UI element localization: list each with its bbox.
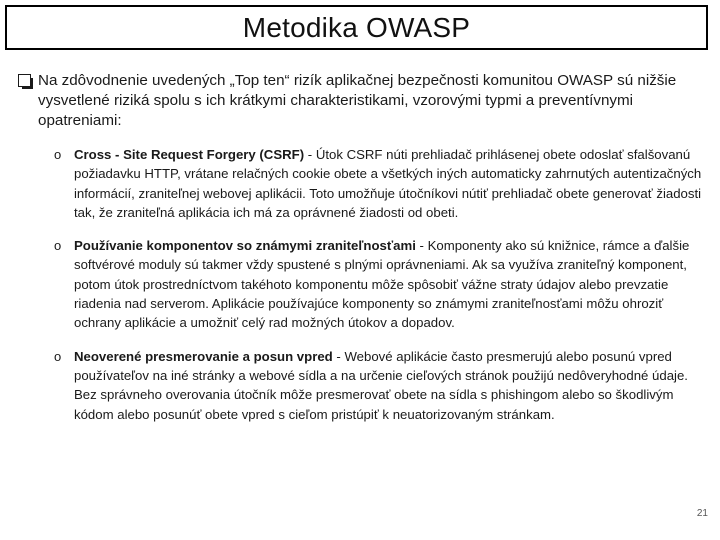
list-item-body bbox=[74, 236, 704, 332]
list-item-body bbox=[74, 347, 704, 424]
list-item-text: - Útok CSRF núti prehliadač prihlásenej obete odoslať sfalšovanú požiadavku HTTP, vrátane relačných cookie obete a všetkých iných automaticky zahrnutých autentizačných informácií, zraniteľnej webovej aplikácii. Toto umožňuje útočníkovi nútiť prehliadač obete generovať žiadosti tak, že zraniteľná aplikácia ich má za oprávnené žiadosti od obeti. bbox=[74, 147, 702, 220]
circle-bullet-icon: o bbox=[54, 238, 62, 254]
list-item-text: - Komponenty ako sú knižnice, rámce a ďalšie softvérové moduly sú takmer vždy spustené s plnými oprávneniami. Ak sa využíva zraniteľný komponent, potom útok prostredníctvom takéhoto komponentu môže spôsobiť vážne straty údajov alebo prevzatie riadenia nad serverom. Aplikácie používajúce komponenty so známymi zraniteľnosťami môžu ohroziť ochrany aplikácie a umožniť celý rad možných útokov a dopadov. bbox=[74, 238, 690, 331]
intro-text: Na zdôvodnenie uvedených „Top ten“ rizík aplikačnej bezpečnosti komunitou OWASP sú nižšie vysvetlené riziká spolu s ich krátkymi charakteristikami, vzorovými typmi a preventívnymi opatreniami: bbox=[38, 72, 677, 129]
page-number: 21 bbox=[696, 508, 708, 519]
intro-paragraph bbox=[18, 71, 698, 131]
circle-bullet-icon: o bbox=[54, 348, 62, 364]
slide-title: Metodika OWASP bbox=[242, 11, 471, 43]
list-item bbox=[54, 236, 704, 332]
list-item-body bbox=[74, 145, 704, 222]
list-item-lead: Používanie komponentov so známymi zraniteľnosťami bbox=[74, 238, 416, 254]
title-box bbox=[5, 5, 708, 50]
square-bullet-icon bbox=[18, 74, 31, 87]
list-item bbox=[54, 145, 704, 222]
list-item bbox=[54, 347, 704, 424]
circle-bullet-icon: o bbox=[54, 147, 62, 162]
list-item-lead: Neoverené presmerovanie a posun vpred bbox=[74, 348, 333, 364]
list-item-text: - Webové aplikácie často presmerujú alebo posunú vpred používateľov na iné stránky a webové sídla a na určenie cieľových stránok použijú nedôveryhodné údaje. Bez správneho overovania útočník môže presmerovať obete na sídla s phishingom alebo so škodlivým kódom alebo posunúť obete vpred s cieľom pristúpiť k neuatorizovaným stránkam. bbox=[74, 348, 688, 422]
risk-list bbox=[54, 145, 704, 438]
list-item-lead: Cross - Site Request Forgery (CSRF) bbox=[74, 147, 305, 162]
